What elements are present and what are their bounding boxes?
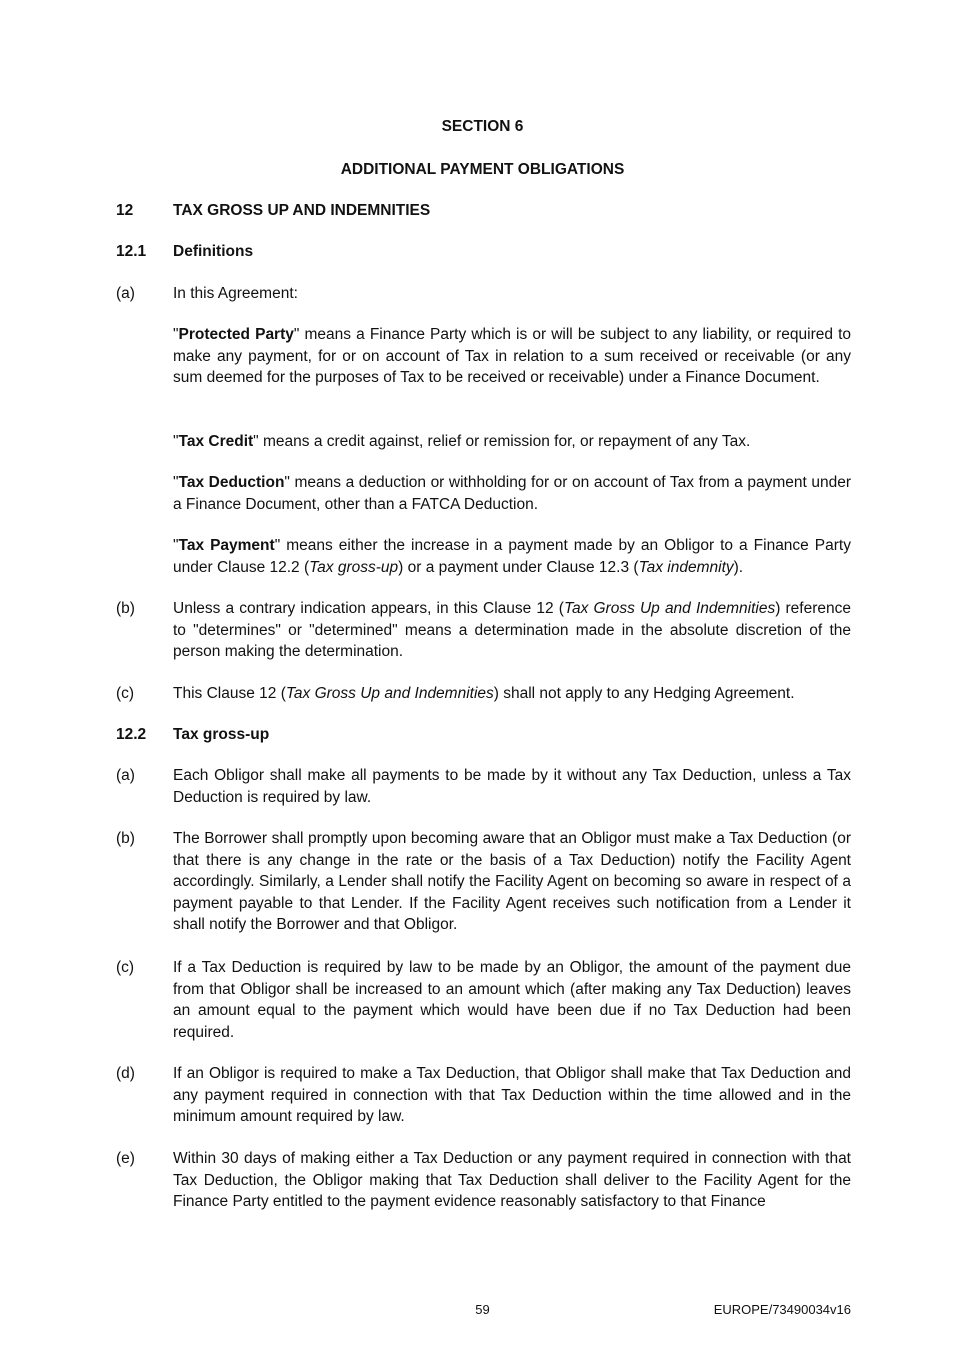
clause-12-1-title: Definitions [173, 243, 254, 260]
item-label: (e) [116, 1150, 135, 1167]
defined-term: Tax Payment [178, 537, 275, 554]
definition-protected-party: "Protected Party" means a Finance Party which is or will be subject to any liability, or required to make any payment, for or on account of Tax in relation to a sum received or receivable (or any sum deemed for the purposes of Tax to be received or receivable) under a Finance Document. [173, 326, 851, 387]
section-title: SECTION 6 [441, 118, 524, 135]
item-text: If an Obligor is required to make a Tax Deduction, that Obligor shall make that Tax Deduction and any payment required in connection with that Tax Deduction within the time allowed and in the minimum amount required by law. [173, 1065, 851, 1126]
item-label: (a) [116, 285, 135, 302]
defined-term: Tax Credit [178, 433, 254, 450]
defined-term: Tax Deduction [178, 474, 285, 491]
item-text: Unless a contrary indication appears, in this Clause 12 (Tax Gross Up and Indemnities) reference to "determines" or "determined" means a determination made in the absolute discretion of the person making the determination. [173, 600, 852, 661]
item-text: This Clause 12 (Tax Gross Up and Indemnities) shall not apply to any Hedging Agreement. [173, 685, 795, 702]
clause-12-1-number: 12.1 [116, 243, 147, 260]
clause-12-title: TAX GROSS UP AND INDEMNITIES [173, 202, 431, 219]
clause-12-2-title: Tax gross-up [173, 726, 270, 743]
definition-tax-payment: "Tax Payment" means either the increase in a payment made by an Obligor to a Finance Party under Clause 12.2 (Tax gross-up) or a payment under Clause 12.3 (Tax indemnity). [173, 537, 851, 576]
item-text: If a Tax Deduction is required by law to be made by an Obligor, the amount of the payment due from that Obligor shall be increased to an amount which (after making any Tax Deduction) leaves an amount equal to the payment which would have been due if no Tax Deduction had been required. [173, 959, 851, 1041]
item-label: (c) [116, 685, 135, 702]
definition-tax-credit: "Tax Credit" means a credit against, relief or remission for, or repayment of any Tax. [173, 433, 751, 450]
document-reference: EUROPE/73490034v16 [713, 1302, 851, 1317]
section-subtitle: ADDITIONAL PAYMENT OBLIGATIONS [340, 161, 625, 178]
definition-tax-deduction: "Tax Deduction" means a deduction or withholding for or on account of Tax from a payment under a Finance Document, other than a FATCA Deduction. [173, 474, 851, 513]
clause-12-2-number: 12.2 [116, 726, 147, 743]
item-text: In this Agreement: [173, 285, 298, 302]
item-text: Each Obligor shall make all payments to be made by it without any Tax Deduction, unless a Tax Deduction is required by law. [173, 767, 851, 806]
item-text: The Borrower shall promptly upon becoming aware that an Obligor must make a Tax Deduction (or that there is any change in the rate or the basis of a Tax Deduction) notify the Facility Agent accordingly. Similarly, a Lender shall notify the Facility Agent on becoming so aware in respect of a payment payable to that Lender. If the Facility Agent receives such notification from a Lender it shall notify the Borrower and that Obligor. [173, 830, 851, 934]
defined-term: Protected Party [178, 326, 294, 343]
item-label: (b) [116, 600, 135, 617]
item-label: (c) [116, 959, 135, 976]
item-label: (d) [116, 1065, 135, 1082]
item-label: (a) [116, 767, 135, 784]
item-label: (b) [116, 830, 135, 847]
item-text: Within 30 days of making either a Tax Deduction or any payment required in connection with that Tax Deduction, the Obligor making that Tax Deduction shall deliver to the Facility Agent for the Finance Party entitled to the payment evidence reasonably satisfactory to that Finance [173, 1150, 851, 1211]
page-number: 59 [475, 1302, 490, 1317]
clause-12-number: 12 [116, 202, 134, 219]
